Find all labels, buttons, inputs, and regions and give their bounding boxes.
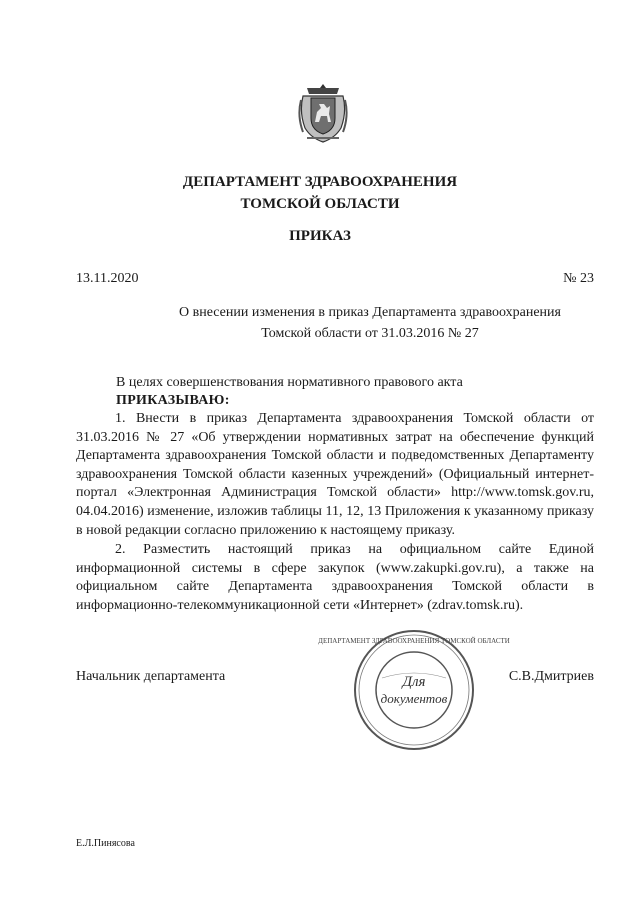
signatory-title: Начальник департамента xyxy=(76,669,226,684)
document-number: № 23 xyxy=(563,271,594,286)
stamp-center-line1: Для xyxy=(402,674,426,690)
document-subject-line2: Томской области от 31.03.2016 № 27 xyxy=(261,326,479,341)
organization-name-line1: ДЕПАРТАМЕНТ ЗДРАВООХРАНЕНИЯ xyxy=(182,174,458,190)
preamble-text: В целях совершенствования нормативного правового акта xyxy=(116,375,463,390)
order-item-1: 1. Внести в приказ Департамента здравоохранения Томской области от 31.03.2016 № 27 «Об утверждении нормативных затрат на обеспечение функций Департамента здравоохранения Томской области и подведомственных Департаменту здравоохранения Томской области казенных учреждений» (Официальный интернет-портал «Электронная Администрация Томской области» http://www.tomsk.gov.ru, 04.04.2016) изменение, изложив таблицы 11, 12, 13 Приложения к указанному приказу в новой редакции согласно приложению к настоящему приказу. xyxy=(76,411,594,538)
signatory-name: С.В.Дмитриев xyxy=(508,669,594,684)
document-date: 13.11.2020 xyxy=(76,271,139,286)
official-stamp xyxy=(318,628,510,752)
organization-name-line2: ТОМСКОЙ ОБЛАСТИ xyxy=(240,196,400,212)
executor-name: Е.Л.Пинясова xyxy=(76,838,135,849)
order-item-2: 2. Разместить настоящий приказ на официальном сайте Единой информационной системы в сфере закупок (www.zakupki.gov.ru), а также на официальном сайте Департамента здравоохранения Томской области в информационно-телекоммуникационной сети «Интернет» (zdrav.tomsk.ru). xyxy=(76,542,594,613)
coat-of-arms-icon xyxy=(297,82,349,144)
stamp-center-line2: документов xyxy=(380,691,448,706)
orders-heading: ПРИКАЗЫВАЮ: xyxy=(116,393,230,408)
document-subject-line1: О внесении изменения в приказ Департамента здравоохранения xyxy=(179,305,561,320)
document-type: ПРИКАЗ xyxy=(289,228,351,244)
stamp-ring-text: ДЕПАРТАМЕНТ ЗДРАВООХРАНЕНИЯ ТОМСКОЙ ОБЛАСТИ xyxy=(318,637,510,645)
